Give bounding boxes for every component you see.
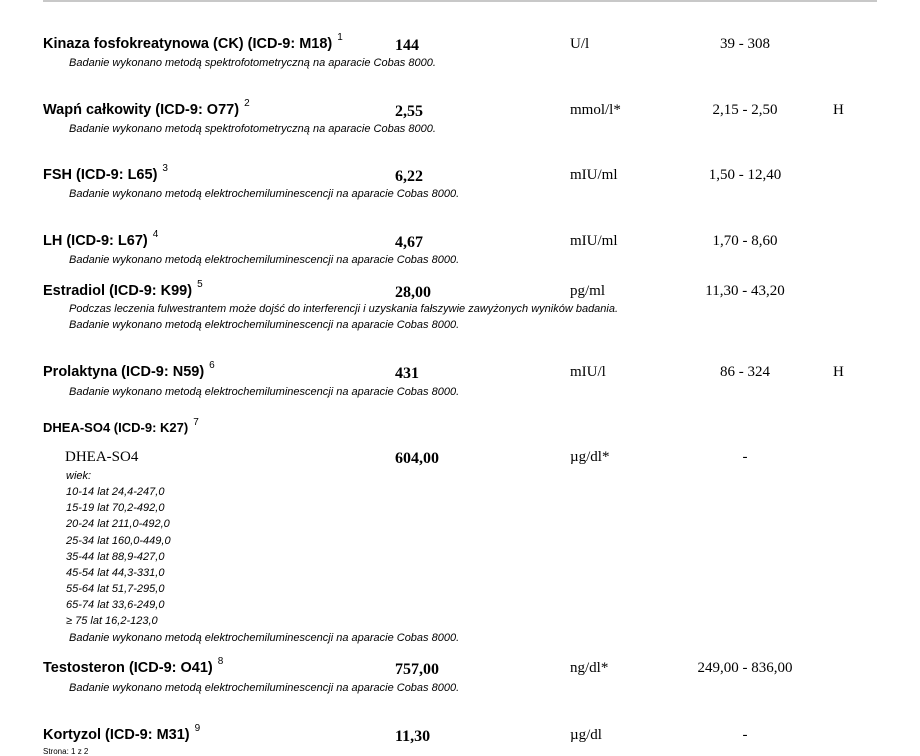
test-name-lh: LH (ICD-9: L67) $^4$ (43, 229, 159, 249)
test-range-cortisol: - (742, 727, 748, 743)
test-name-testosterone: Testosteron (ICD-9: O41) $^8$ (43, 656, 224, 676)
test-range-prolactin: 86 - 324 (720, 364, 770, 380)
test-flag-prolactin: H (833, 364, 844, 380)
test-value-dhea: 604,00 (395, 450, 439, 467)
test-unit-lh: mIU/ml (570, 233, 618, 249)
test-name-estradiol: Estradiol (ICD-9: K99) $^5$ (43, 279, 203, 299)
footnote-number: 7 (193, 416, 199, 428)
footnote-number: 1 (337, 32, 343, 44)
test-note: Badanie wykonano metodą elektrochemiluminescencji na aparacie Cobas 8000. (69, 632, 460, 644)
test-unit-calcium: mmol/l* (570, 102, 621, 118)
test-unit-ck: U/l (570, 36, 590, 52)
test-name-calcium: Wapń całkowity (ICD-9: O77) $^2$ (43, 98, 250, 118)
age-range: 45-54 lat 44,3-331,0 (66, 567, 165, 579)
test-name-ck: Kinaza fosfokreatynowa (CK) (ICD-9: M18) $^1$ (43, 32, 343, 52)
test-unit-cortisol: µg/dl (570, 727, 602, 743)
test-note: Badanie wykonano metodą elektrochemiluminescencji na aparacie Cobas 8000. (69, 254, 460, 266)
test-range-ck: 39 - 308 (720, 36, 770, 52)
test-name-prolactin: Prolaktyna (ICD-9: N59) $^6$ (43, 360, 215, 380)
age-range: 25-34 lat 160,0-449,0 (66, 535, 171, 547)
test-subname-dhea: DHEA-SO4 (65, 449, 139, 465)
test-range-calcium: 2,15 - 2,50 (712, 102, 778, 118)
age-range: 65-74 lat 33,6-249,0 (66, 599, 165, 611)
test-name-fsh: FSH (ICD-9: L65) $^3$ (43, 163, 168, 183)
footnote-number: 3 (162, 163, 168, 175)
test-note: Badanie wykonano metodą spektrofotometryczną na aparacie Cobas 8000. (69, 123, 436, 135)
age-range: 20-24 lat 211,0-492,0 (66, 518, 170, 530)
test-flag-calcium: H (833, 102, 844, 118)
footnote-number: 5 (197, 279, 203, 291)
test-range-dhea: - (742, 449, 748, 465)
age-range: 10-14 lat 24,4-247,0 (66, 486, 165, 498)
test-note: Podczas leczenia fulwestrantem może dojść do interferencji i uzyskania fałszywie zawyżonych wyników badania. (69, 303, 619, 315)
test-unit-testosterone: ng/dl* (570, 660, 609, 676)
age-range: ≥ 75 lat 16,2-123,0 (66, 615, 158, 627)
test-value-cortisol: 11,30 (395, 728, 431, 745)
test-value-calcium: 2,55 (395, 103, 423, 120)
test-note: Badanie wykonano metodą elektrochemiluminescencji na aparacie Cobas 8000. (69, 319, 460, 331)
age-header: wiek: (66, 470, 92, 482)
test-value-lh: 4,67 (395, 234, 423, 251)
header-divider (43, 0, 877, 2)
age-range: 15-19 lat 70,2-492,0 (66, 502, 165, 514)
test-value-ck: 144 (395, 37, 419, 54)
test-note: Badanie wykonano metodą elektrochemiluminescencji na aparacie Cobas 8000. (69, 188, 460, 200)
footnote-number: 4 (152, 229, 159, 241)
page-footer: Strona: 1 z 2 (43, 747, 89, 756)
test-note: Badanie wykonano metodą elektrochemiluminescencji na aparacie Cobas 8000. (69, 682, 460, 694)
age-range: 55-64 lat 51,7-295,0 (66, 583, 165, 595)
test-unit-dhea: µg/dl* (570, 449, 610, 465)
footnote-number: 6 (209, 360, 215, 372)
test-range-fsh: 1,50 - 12,40 (708, 167, 782, 183)
test-note: Badanie wykonano metodą elektrochemiluminescencji na aparacie Cobas 8000. (69, 386, 460, 398)
test-value-testosterone: 757,00 (395, 661, 439, 678)
test-note: Badanie wykonano metodą spektrofotometryczną na aparacie Cobas 8000. (69, 57, 436, 69)
test-unit-estradiol: pg/ml (570, 283, 606, 299)
footnote-number: 8 (217, 656, 224, 668)
test-name-dhea: DHEA-SO4 (ICD-9: K27) $^7$ (43, 416, 199, 435)
footnote-number: 9 (194, 723, 201, 735)
footnote-number: 2 (244, 98, 250, 110)
test-value-fsh: 6,22 (395, 168, 423, 185)
test-range-lh: 1,70 - 8,60 (712, 233, 778, 249)
test-range-estradiol: 11,30 - 43,20 (705, 283, 785, 299)
test-range-testosterone: 249,00 - 836,00 (697, 660, 793, 676)
age-range: 35-44 lat 88,9-427,0 (66, 551, 165, 563)
test-value-estradiol: 28,00 (395, 284, 431, 301)
test-unit-prolactin: mIU/l (570, 364, 606, 380)
test-name-cortisol: Kortyzol (ICD-9: M31) $^9$ (43, 723, 201, 743)
test-value-prolactin: 431 (395, 365, 419, 382)
test-unit-fsh: mIU/ml (570, 167, 618, 183)
